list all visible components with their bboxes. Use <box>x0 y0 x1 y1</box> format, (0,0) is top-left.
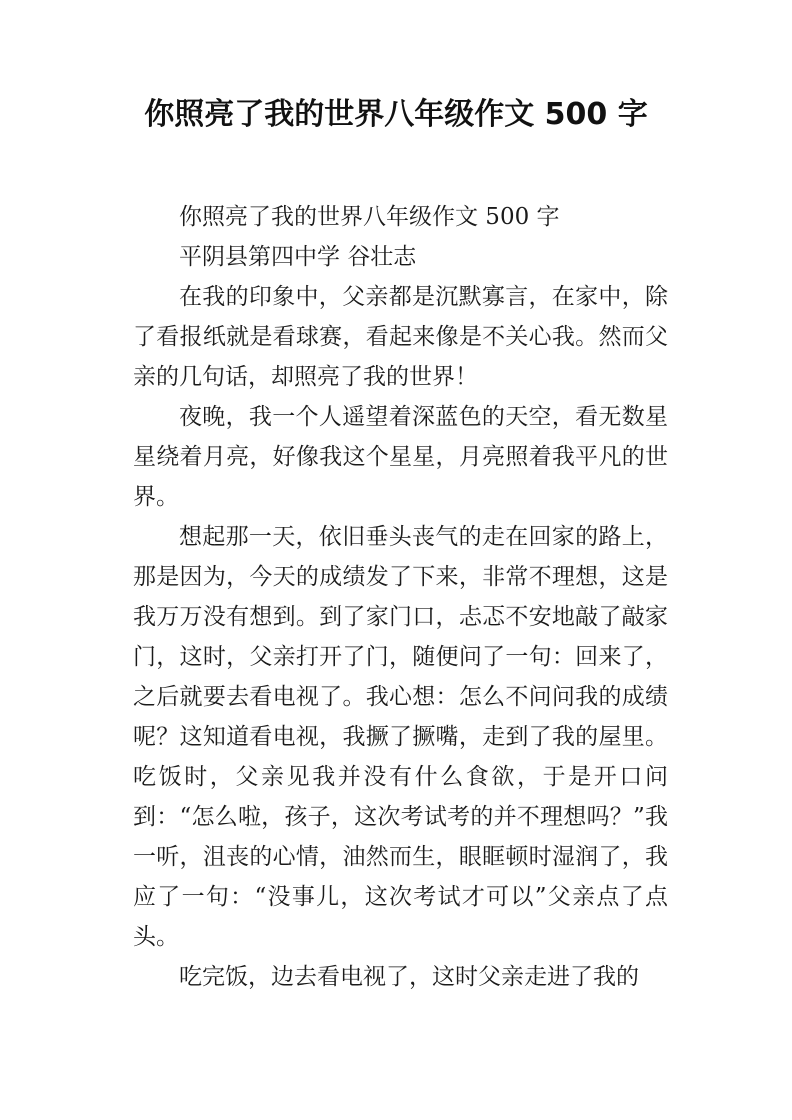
paragraph: 吃完饭，边去看电视了，这时父亲走进了我的 <box>179 964 639 990</box>
paragraph: 想起那一天，依旧垂头丧气的走在回家的路上，那是因为，今天的成绩发了下来，非常不理想，这是我万万没有想到。到了家门口，忐忑不安地敲了敲家门，这时，父亲打开了门，随便问了一句：回来了，之后就要去看电视了。我心想：怎么不问问我的成绩呢？这知道看电视，我撅了撅嘴，走到了我的屋里。吃饭时，父亲见我并没有什么食欲，于是开口问到：“怎么啦，孩子，这次考试考的并不理想吗？”我一听，沮丧的心情，油然而生，眼眶顿时湿润了，我应了一句：“没事儿，这次考试才可以”父亲点了点头。 <box>133 524 668 950</box>
paragraph: 夜晚，我一个人遥望着深蓝色的天空，看无数星星绕着月亮，好像我这个星星，月亮照着我平凡的世界。 <box>133 404 668 510</box>
paragraph-subtitle: 你照亮了我的世界八年级作文 500 字 <box>179 204 560 230</box>
paragraph: 在我的印象中，父亲都是沉默寡言，在家中，除了看报纸就是看球赛，看起来像是不关心我。然而父亲的几句话，却照亮了我的世界！ <box>133 284 668 390</box>
document-body <box>133 197 668 997</box>
document-title: 你照亮了我的世界八年级作文 500 字 <box>144 97 648 132</box>
paragraph-author: 平阴县第四中学 谷壮志 <box>179 244 417 270</box>
